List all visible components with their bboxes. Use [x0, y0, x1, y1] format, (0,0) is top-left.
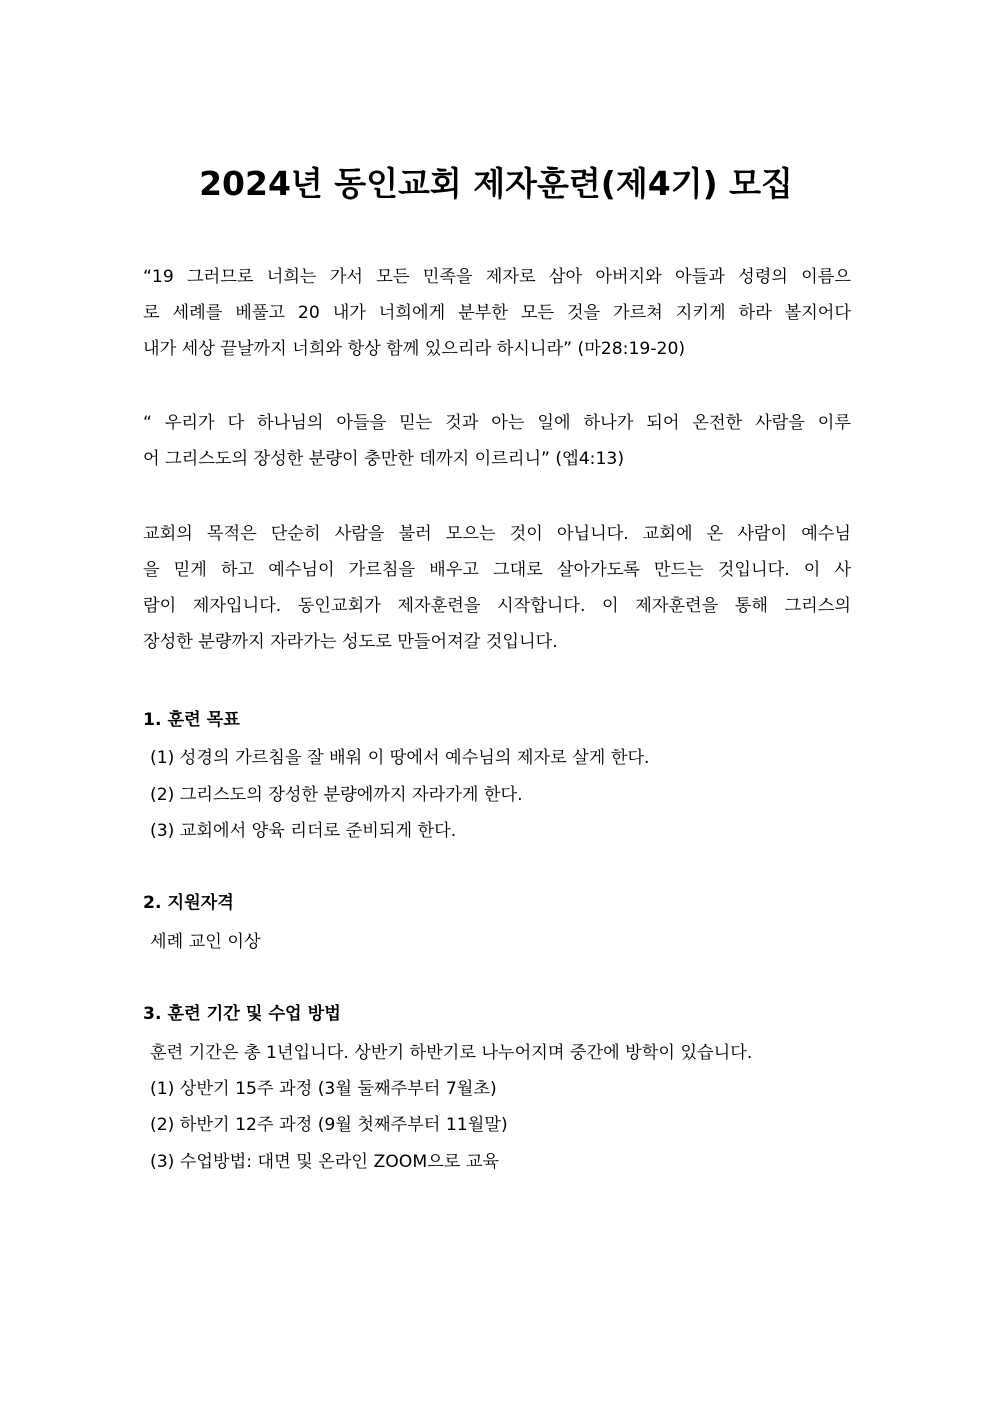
schedule-item: (3) 수업방법: 대면 및 온라인 ZOOM으로 교육: [150, 1152, 500, 1172]
schedule-item: (1) 상반기 15주 과정 (3월 둘째주부터 7월초): [150, 1079, 497, 1099]
verse-line: 로 세례를 베풀고 20 내가 너희에게 분부한 모든 것을 가르쳐 지키게 하라 볼지어다: [143, 303, 851, 323]
verse-line: 내가 세상 끝날까지 너희와 항상 함께 있으리라 하시니라” (마28:19-20): [143, 339, 686, 359]
verse-line: “ 우리가 다 하나님의 아들을 믿는 것과 아는 일에 하나가 되어 온전한 사람을 이루: [143, 413, 851, 433]
eligibility-text: 세례 교인 이상: [150, 932, 261, 952]
verse-matthew: [143, 259, 851, 367]
schedule-text: 훈련 기간은 총 1년입니다. 상반기 하반기로 나누어지며 중간에 방학이 있습니다.: [150, 1043, 753, 1063]
section-heading-schedule: 3. 훈련 기간 및 수업 방법: [143, 1004, 341, 1024]
intro-line: 을 믿게 하고 예수님이 가르침을 배우고 그대로 살아가도록 만드는 것입니다. 이 사: [143, 560, 851, 580]
intro-line: 람이 제자입니다. 동인교회가 제자훈련을 시작합니다. 이 제자훈련을 통해 그리스의: [143, 596, 851, 616]
schedule-item: (2) 하반기 12주 과정 (9월 첫째주부터 11월말): [150, 1115, 508, 1135]
section-heading-eligibility: 2. 지원자격: [143, 893, 234, 913]
verse-line: “19 그러므로 너희는 가서 모든 민족을 제자로 삼아 아버지와 아들과 성령의 이름으: [143, 267, 851, 287]
intro-line: 장성한 분량까지 자라가는 성도로 만들어져갈 것입니다.: [143, 632, 558, 652]
verse-line: 어 그리스도의 장성한 분량이 충만한 데까지 이르리니” (엡4:13): [143, 449, 625, 469]
section-heading-goals: 1. 훈련 목표: [143, 710, 240, 730]
goal-item: (1) 성경의 가르침을 잘 배워 이 땅에서 예수님의 제자로 살게 한다.: [150, 748, 650, 768]
goal-item: (3) 교회에서 양육 리더로 준비되게 한다.: [150, 821, 457, 841]
verse-ephesians: [143, 405, 851, 477]
intro-paragraph: [143, 516, 851, 660]
document-title: 2024년 동인교회 제자훈련(제4기) 모집: [199, 164, 793, 203]
intro-line: 교회의 목적은 단순히 사람을 불러 모으는 것이 아닙니다. 교회에 온 사람이 예수님: [143, 524, 851, 544]
goal-item: (2) 그리스도의 장성한 분량에까지 자라가게 한다.: [150, 785, 523, 805]
